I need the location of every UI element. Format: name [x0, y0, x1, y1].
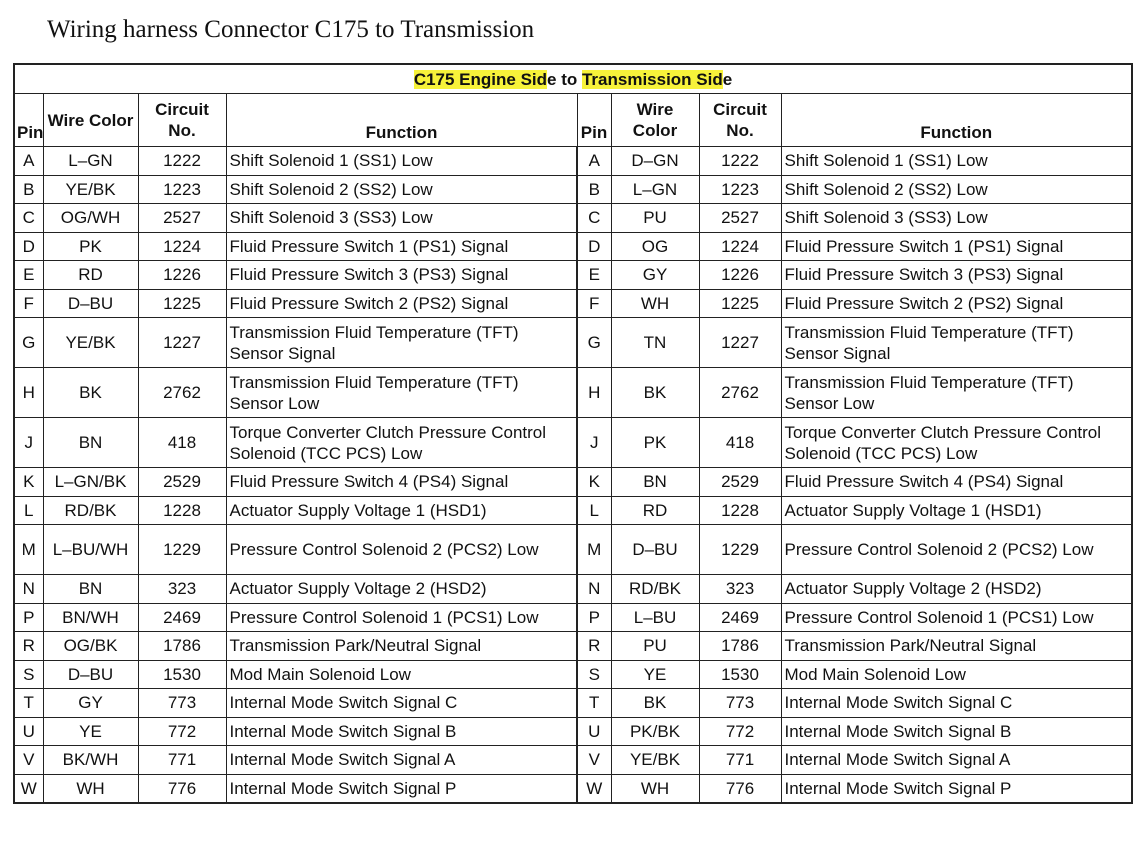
function-cell: Mod Main Solenoid Low: [226, 660, 577, 689]
pin-cell: B: [14, 175, 43, 204]
connector-pinout-table: [13, 63, 1133, 804]
function-cell-right: Fluid Pressure Switch 2 (PS2) Signal: [781, 289, 1132, 318]
table-caption: [14, 64, 1132, 94]
wire-color-cell-right: OG: [611, 232, 699, 261]
pin-cell: A: [14, 147, 43, 176]
wire-color-cell-right: GY: [611, 261, 699, 290]
circuit-cell-right: 1223: [699, 175, 781, 204]
circuit-cell-right: 771: [699, 746, 781, 775]
wire-color-cell: RD/BK: [43, 496, 138, 525]
function-cell: Actuator Supply Voltage 2 (HSD2): [226, 575, 577, 604]
wire-color-cell-right: RD: [611, 496, 699, 525]
wire-color-cell: RD: [43, 261, 138, 290]
header-wire-color: Wire Color: [43, 94, 138, 147]
pin-cell: P: [14, 603, 43, 632]
wire-color-cell-right: D–GN: [611, 147, 699, 176]
pin-cell-right: R: [577, 632, 611, 661]
caption-transmission-side: Transmission Sid: [581, 69, 723, 89]
pin-cell: J: [14, 418, 43, 468]
circuit-cell-right: 1226: [699, 261, 781, 290]
function-cell: Shift Solenoid 3 (SS3) Low: [226, 204, 577, 233]
circuit-cell: 1229: [138, 525, 226, 575]
table-row: [14, 774, 1132, 803]
wire-color-cell-right: WH: [611, 774, 699, 803]
header-pin: Pin: [14, 94, 43, 147]
wire-color-cell: YE: [43, 717, 138, 746]
table-row: [14, 232, 1132, 261]
pin-cell-right: C: [577, 204, 611, 233]
pin-cell: L: [14, 496, 43, 525]
header-pin-right: Pin: [577, 94, 611, 147]
wire-color-cell: L–BU/WH: [43, 525, 138, 575]
function-cell: Actuator Supply Voltage 1 (HSD1): [226, 496, 577, 525]
pin-cell: G: [14, 318, 43, 368]
pin-cell-right: M: [577, 525, 611, 575]
circuit-cell: 772: [138, 717, 226, 746]
document-title: Wiring harness Connector C175 to Transmission: [47, 16, 535, 43]
circuit-cell-right: 418: [699, 418, 781, 468]
circuit-cell: 773: [138, 689, 226, 718]
circuit-cell-right: 1227: [699, 318, 781, 368]
pin-cell-right: B: [577, 175, 611, 204]
pin-cell-right: L: [577, 496, 611, 525]
table-row: [14, 368, 1132, 418]
function-cell-right: Transmission Park/Neutral Signal: [781, 632, 1132, 661]
function-cell-right: Actuator Supply Voltage 1 (HSD1): [781, 496, 1132, 525]
wire-color-cell-right: D–BU: [611, 525, 699, 575]
wire-color-cell: BN: [43, 575, 138, 604]
wire-color-cell: BN: [43, 418, 138, 468]
pin-cell-right: H: [577, 368, 611, 418]
wire-color-cell-right: TN: [611, 318, 699, 368]
table-row: [14, 575, 1132, 604]
wire-color-cell-right: YE/BK: [611, 746, 699, 775]
function-cell-right: Actuator Supply Voltage 2 (HSD2): [781, 575, 1132, 604]
pin-cell-right: P: [577, 603, 611, 632]
wire-color-cell-right: BK: [611, 368, 699, 418]
header-function-right: Function: [781, 94, 1132, 147]
circuit-cell: 1786: [138, 632, 226, 661]
circuit-cell: 1530: [138, 660, 226, 689]
table-row: [14, 603, 1132, 632]
circuit-cell: 1227: [138, 318, 226, 368]
function-cell-right: Pressure Control Solenoid 2 (PCS2) Low: [781, 525, 1132, 575]
wire-color-cell: BN/WH: [43, 603, 138, 632]
circuit-cell-right: 776: [699, 774, 781, 803]
pin-cell: M: [14, 525, 43, 575]
function-cell: Fluid Pressure Switch 4 (PS4) Signal: [226, 468, 577, 497]
pin-cell: W: [14, 774, 43, 803]
function-cell-right: Internal Mode Switch Signal P: [781, 774, 1132, 803]
table-row: [14, 689, 1132, 718]
pin-cell: V: [14, 746, 43, 775]
table-row: [14, 717, 1132, 746]
circuit-cell: 1226: [138, 261, 226, 290]
pin-cell-right: V: [577, 746, 611, 775]
circuit-cell: 1225: [138, 289, 226, 318]
function-cell: Torque Converter Clutch Pressure Control Solenoid (TCC PCS) Low: [226, 418, 577, 468]
circuit-cell-right: 2529: [699, 468, 781, 497]
wire-color-cell: OG/BK: [43, 632, 138, 661]
function-cell: Transmission Fluid Temperature (TFT) Sensor Signal: [226, 318, 577, 368]
circuit-cell-right: 1224: [699, 232, 781, 261]
table-row: [14, 261, 1132, 290]
table-body: [14, 147, 1132, 804]
wire-color-cell: GY: [43, 689, 138, 718]
pin-cell-right: J: [577, 418, 611, 468]
wire-color-cell: WH: [43, 774, 138, 803]
wire-color-cell-right: L–GN: [611, 175, 699, 204]
function-cell-right: Shift Solenoid 2 (SS2) Low: [781, 175, 1132, 204]
function-cell-right: Transmission Fluid Temperature (TFT) Sensor Signal: [781, 318, 1132, 368]
circuit-cell-right: 772: [699, 717, 781, 746]
wire-color-cell: BK: [43, 368, 138, 418]
circuit-cell-right: 1786: [699, 632, 781, 661]
wire-color-cell-right: RD/BK: [611, 575, 699, 604]
pin-cell: E: [14, 261, 43, 290]
pin-cell: D: [14, 232, 43, 261]
function-cell-right: Pressure Control Solenoid 1 (PCS1) Low: [781, 603, 1132, 632]
pin-cell-right: D: [577, 232, 611, 261]
circuit-cell: 1223: [138, 175, 226, 204]
circuit-cell: 2469: [138, 603, 226, 632]
function-cell: Transmission Fluid Temperature (TFT) Sensor Low: [226, 368, 577, 418]
circuit-cell-right: 2762: [699, 368, 781, 418]
circuit-cell-right: 773: [699, 689, 781, 718]
circuit-cell-right: 1225: [699, 289, 781, 318]
circuit-cell-right: 323: [699, 575, 781, 604]
function-cell-right: Internal Mode Switch Signal B: [781, 717, 1132, 746]
table-row: [14, 496, 1132, 525]
circuit-cell: 776: [138, 774, 226, 803]
wire-color-cell: D–BU: [43, 660, 138, 689]
pin-cell-right: S: [577, 660, 611, 689]
caption-engine-side: C175 Engine Sid: [413, 69, 548, 89]
wire-color-cell-right: BK: [611, 689, 699, 718]
wire-color-cell: L–GN/BK: [43, 468, 138, 497]
pin-cell-right: N: [577, 575, 611, 604]
pin-cell: N: [14, 575, 43, 604]
function-cell: Fluid Pressure Switch 1 (PS1) Signal: [226, 232, 577, 261]
table-row: [14, 746, 1132, 775]
pin-cell-right: E: [577, 261, 611, 290]
pin-cell: U: [14, 717, 43, 746]
wire-color-cell: OG/WH: [43, 204, 138, 233]
header-circuit-no-right: Circuit No.: [699, 94, 781, 147]
function-cell-right: Torque Converter Clutch Pressure Control Solenoid (TCC PCS) Low: [781, 418, 1132, 468]
wire-color-cell-right: WH: [611, 289, 699, 318]
circuit-cell: 418: [138, 418, 226, 468]
function-cell: Internal Mode Switch Signal C: [226, 689, 577, 718]
pin-cell-right: A: [577, 147, 611, 176]
function-cell: Shift Solenoid 2 (SS2) Low: [226, 175, 577, 204]
table-row: [14, 175, 1132, 204]
pin-cell: S: [14, 660, 43, 689]
header-wire-color-right: Wire Color: [611, 94, 699, 147]
function-cell-right: Internal Mode Switch Signal C: [781, 689, 1132, 718]
function-cell-right: Shift Solenoid 3 (SS3) Low: [781, 204, 1132, 233]
circuit-cell: 1222: [138, 147, 226, 176]
function-cell-right: Shift Solenoid 1 (SS1) Low: [781, 147, 1132, 176]
circuit-cell-right: 1222: [699, 147, 781, 176]
header-circuit-no: Circuit No.: [138, 94, 226, 147]
function-cell-right: Fluid Pressure Switch 1 (PS1) Signal: [781, 232, 1132, 261]
pin-cell-right: T: [577, 689, 611, 718]
table-row: [14, 318, 1132, 368]
pin-cell-right: W: [577, 774, 611, 803]
function-cell: Internal Mode Switch Signal B: [226, 717, 577, 746]
function-cell: Shift Solenoid 1 (SS1) Low: [226, 147, 577, 176]
circuit-cell-right: 1530: [699, 660, 781, 689]
pin-cell: R: [14, 632, 43, 661]
pin-cell-right: G: [577, 318, 611, 368]
function-cell: Pressure Control Solenoid 1 (PCS1) Low: [226, 603, 577, 632]
wire-color-cell: BK/WH: [43, 746, 138, 775]
table-row: [14, 204, 1132, 233]
pin-cell: K: [14, 468, 43, 497]
wire-color-cell-right: PU: [611, 204, 699, 233]
circuit-cell: 771: [138, 746, 226, 775]
circuit-cell-right: 2527: [699, 204, 781, 233]
circuit-cell: 2527: [138, 204, 226, 233]
wire-color-cell-right: PK/BK: [611, 717, 699, 746]
table-row: [14, 289, 1132, 318]
table-row: [14, 525, 1132, 575]
header-function: Function: [226, 94, 577, 147]
table-row: [14, 147, 1132, 176]
function-cell: Pressure Control Solenoid 2 (PCS2) Low: [226, 525, 577, 575]
wire-color-cell-right: PK: [611, 418, 699, 468]
table-row: [14, 468, 1132, 497]
circuit-cell: 2762: [138, 368, 226, 418]
circuit-cell: 1224: [138, 232, 226, 261]
wire-color-cell-right: L–BU: [611, 603, 699, 632]
pin-cell: T: [14, 689, 43, 718]
function-cell-right: Internal Mode Switch Signal A: [781, 746, 1132, 775]
function-cell-right: Mod Main Solenoid Low: [781, 660, 1132, 689]
table-row: [14, 660, 1132, 689]
wire-color-cell: YE/BK: [43, 175, 138, 204]
function-cell-right: Transmission Fluid Temperature (TFT) Sensor Low: [781, 368, 1132, 418]
wire-color-cell-right: PU: [611, 632, 699, 661]
function-cell-right: Fluid Pressure Switch 4 (PS4) Signal: [781, 468, 1132, 497]
circuit-cell: 323: [138, 575, 226, 604]
circuit-cell-right: 1228: [699, 496, 781, 525]
wire-color-cell: YE/BK: [43, 318, 138, 368]
pin-cell-right: F: [577, 289, 611, 318]
wire-color-cell: D–BU: [43, 289, 138, 318]
function-cell: Fluid Pressure Switch 3 (PS3) Signal: [226, 261, 577, 290]
circuit-cell-right: 2469: [699, 603, 781, 632]
function-cell: Internal Mode Switch Signal A: [226, 746, 577, 775]
caption-end: e: [722, 69, 733, 89]
circuit-cell-right: 1229: [699, 525, 781, 575]
table-row: [14, 632, 1132, 661]
pin-cell-right: U: [577, 717, 611, 746]
wire-color-cell: PK: [43, 232, 138, 261]
function-cell-right: Fluid Pressure Switch 3 (PS3) Signal: [781, 261, 1132, 290]
pin-cell-right: K: [577, 468, 611, 497]
pin-cell: F: [14, 289, 43, 318]
pin-cell: C: [14, 204, 43, 233]
function-cell: Fluid Pressure Switch 2 (PS2) Signal: [226, 289, 577, 318]
circuit-cell: 2529: [138, 468, 226, 497]
function-cell: Internal Mode Switch Signal P: [226, 774, 577, 803]
pin-cell: H: [14, 368, 43, 418]
wire-color-cell-right: YE: [611, 660, 699, 689]
table-row: [14, 418, 1132, 468]
wire-color-cell-right: BN: [611, 468, 699, 497]
caption-connector: e to: [547, 69, 582, 89]
wire-color-cell: L–GN: [43, 147, 138, 176]
function-cell: Transmission Park/Neutral Signal: [226, 632, 577, 661]
circuit-cell: 1228: [138, 496, 226, 525]
